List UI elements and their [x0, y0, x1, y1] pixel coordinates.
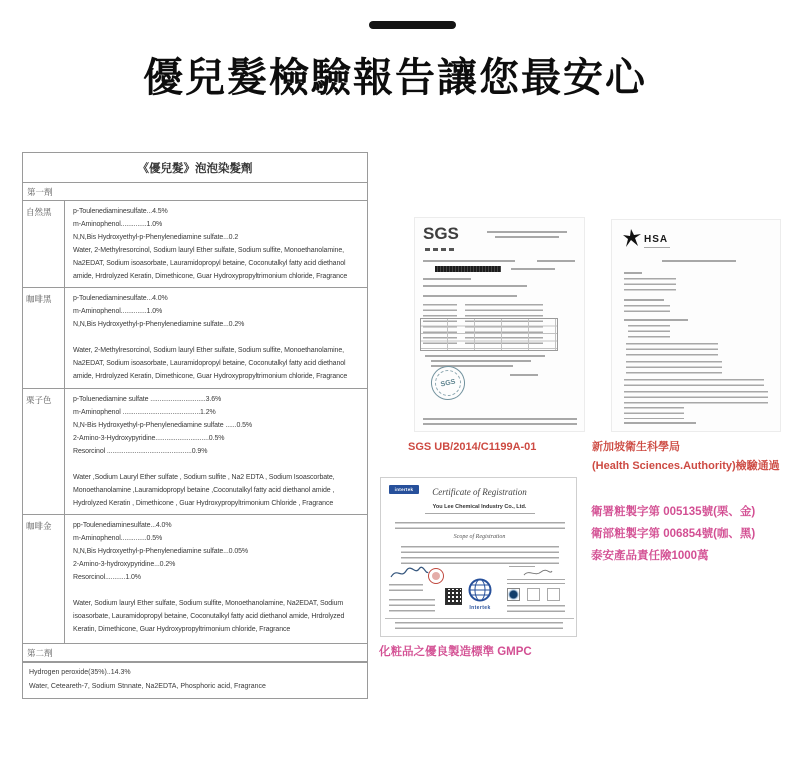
accreditation-box-icon	[547, 588, 560, 601]
permit-captions	[591, 501, 755, 567]
ingredient-cell	[65, 515, 367, 643]
section-first-agent: 第一劑	[23, 183, 367, 201]
table-row	[23, 288, 367, 389]
ingredient-line: N,N,Bis Hydroxyethyl-p-Phenylenediamine sulfate...0.2%	[73, 321, 245, 328]
red-stamp-icon	[428, 568, 444, 584]
ingredient-paragraph: Water, 2-Methylresorcinol, Sodium lauryl Ether sulfate, Sodium sulfite, Monoethanolamine, Na2EDAT, Sodium isoasorbate, Lauramidopropyl betaine, Coconutalkyl fatty acid diethanol amide, Hrdrolyzed Keratin, Dimethicone, Guar Hydroxypropyltrimonium chloride, Fragrance	[73, 247, 348, 280]
second-agent-cell	[23, 662, 367, 698]
ingredient-line: 2-Amino-3-Hydroxypyridine.............................0.5%	[73, 435, 225, 442]
ingredient-paragraph: Water ,Sodium Lauryl Ether sulfate , Sodium sulfite , Na2 EDTA , Sodium Isoascorbate, Monoethanolamine ,Lauramidopropyl betaine ,Coconutalkyl fatty acid diethanol amide , Hydrolyzed Keratin , Dimethicone , Guar Hydroxypropyltrimonium Chloride , Fragrance	[73, 474, 335, 507]
ingredient-line: Hydrogen peroxide(35%)..14.3%	[29, 669, 131, 676]
table-row	[23, 201, 367, 288]
sgs-certificate-image	[414, 217, 585, 432]
ingredient-line: Water, Ceteareth-7, Sodium Stnnate, Na2EDTA, Phosphoric acid, Fragrance	[29, 683, 266, 690]
color-label: 自然黑	[23, 201, 65, 287]
certificate-title: Certificate of Registration	[432, 487, 527, 497]
color-label: 栗子色	[23, 389, 65, 514]
table-row	[23, 389, 367, 515]
insurance-line: 泰安產品責任險1000萬	[591, 550, 709, 562]
globe-icon	[468, 578, 492, 602]
accreditation-mark-icon	[507, 588, 520, 601]
ingredient-cell	[65, 389, 367, 514]
color-label: 咖啡金	[23, 515, 65, 643]
table-row	[23, 515, 367, 644]
ingredient-paragraph: Water, 2-Methylresorcinol, Sodium lauryl Ether sulfate, Sodium sulfite, Monoethanolamine, Na2EDAT, Sodium isoasorbate, Lauramidopropyl betaine, Coconutalkyl fatty acid diethanol amide, Hrdrolyzed Keratin, Dimethicone, Guar Hydroxypropyltrimonium chloride, Fragrance	[73, 347, 348, 380]
barcode	[435, 266, 501, 272]
globe-label: Intertek	[469, 605, 491, 611]
certificate-company: You Lee Chemical Industry Co., Ltd.	[432, 504, 527, 510]
sgs-report-heading	[425, 248, 457, 251]
ingredient-paragraph: Water, Sodium lauryl Ether sulfate, Sodium sulfite, Monoethanolamine, Na2EDAT, Sodium isoasorbate, Lauramidopropyl betaine, Coconutalkyl fatty acid diethanol amide, Hrdrolyzed Keratin, Dimethicone, Guar Hydroxypropyltrimonium chloride, Fragrance	[73, 600, 345, 633]
scope-heading: Scope of Registration	[453, 534, 506, 540]
ingredient-table	[22, 152, 368, 699]
permit-line: 衛部粧製字第 006854號(咖、黑)	[591, 528, 756, 540]
ingredient-line: Resorcinol ..............................................0.9%	[73, 448, 208, 455]
hsa-caption-line2: (Health Sciences.Authority)檢驗通過	[592, 460, 780, 472]
sgs-results-table	[420, 318, 558, 351]
ingredient-line: p-Toulenediaminesulfate...4.5%	[73, 208, 168, 215]
sgs-report-number-caption: SGS UB/2014/C1199A-01	[408, 441, 537, 453]
title-divider-bar	[369, 21, 456, 29]
hsa-logo-icon	[622, 228, 642, 253]
hsa-logo-text: HSA	[644, 234, 669, 245]
qr-code-icon	[445, 588, 462, 605]
ingredient-line: m-Aminophenol..............0.5%	[73, 535, 163, 542]
page-title: 優兒髮檢驗報告讓您最安心	[143, 55, 647, 100]
ingredient-line: p-Toulenediaminesulfate...4.0%	[73, 295, 168, 302]
ingredient-line: p-Toluenediamine sulfate ..............................3.6%	[73, 396, 222, 403]
hsa-certificate-image	[611, 219, 781, 432]
section-second-agent: 第二劑	[23, 643, 367, 662]
ingredient-line: pp-Toulenediaminesulfate...4.0%	[73, 522, 172, 529]
ingredient-line: m-Aminophenol..............1.0%	[73, 221, 163, 228]
countersignature-icon	[523, 568, 553, 578]
gmpc-caption: 化粧品之優良製造標準 GMPC	[379, 646, 532, 658]
ingredient-line: m-Aminophenol..............1.0%	[73, 308, 163, 315]
intertek-logo: intertek	[389, 485, 419, 494]
sgs-stamp-icon: SGS	[428, 363, 468, 403]
ingredient-line: 2-Amino-3-hydroxypyridine...0.2%	[73, 561, 176, 568]
signature-icon	[389, 565, 429, 581]
permit-line: 衛署粧製字第 005135號(栗、金)	[591, 506, 756, 518]
ingredient-line: Resorcinol...........1.0%	[73, 574, 141, 581]
ingredient-line: N,N,Bis Hydroxyethyl-p-Phenylenediamine sulfate...0.05%	[73, 548, 249, 555]
ingredient-line: m-Aminophenol ..........................................1.2%	[73, 409, 216, 416]
accreditation-box-icon	[527, 588, 540, 601]
ingredient-line: N,N-Bis Hydroxyethyl-p-Phenylenediamine sulfate ......0.5%	[73, 422, 253, 429]
ingredient-cell	[65, 201, 367, 287]
ingredient-cell	[65, 288, 367, 388]
table-title: 《優兒髮》泡泡染髮劑	[23, 153, 367, 183]
ingredient-line: N,N,Bis Hydroxyethyl-p-Phenylenediamine sulfate...0.2	[73, 234, 239, 241]
intertek-certificate-image	[380, 477, 577, 637]
color-label: 咖啡黑	[23, 288, 65, 388]
sgs-logo: SGS	[423, 224, 459, 243]
hsa-caption-line1: 新加坡衛生科學局	[592, 441, 680, 453]
